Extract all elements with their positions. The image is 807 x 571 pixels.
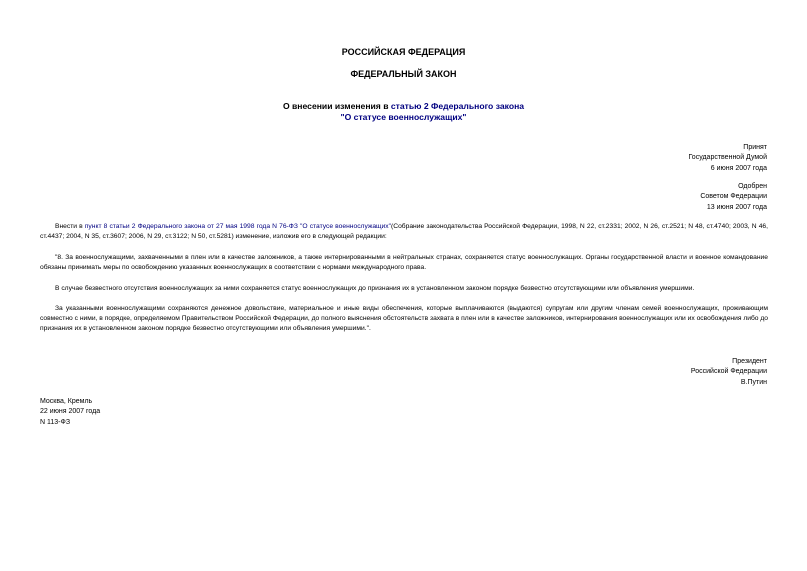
date-line: 22 июня 2007 года: [40, 408, 101, 416]
approved-line-1: Одобрен: [738, 183, 767, 190]
body-paragraph-4: За указанными военнослужащими сохраняются денежное довольствие, материальное и иные виды обеспечения, которые выплачиваются (выдаются) супругам или другим членам семей военнослужащих, проживающим совместно с ними, в порядке, определяемом Правительством Российской Федерации, до полного выяснения обстоятельств захвата в плен или в качестве заложников, интернирования военнослужащих или их освобождения либо до признания их в установленном законом порядке безвестно отсутствующими или объявления умершими.".: [40, 305, 768, 332]
law-number: N 113-ФЗ: [40, 418, 71, 426]
approved-block: [700, 182, 767, 213]
body-paragraph-2: "8. За военнослужащими, захваченными в плен или в качестве заложников, а также интернированными в нейтральных странах, сохраняется статус военнослужащих. Органы государственной власти и военное командование обязаны принимать меры по освобождению указанных военнослужащих в соответствии с нормами международного права.: [40, 254, 768, 271]
law-name-link[interactable]: "О статусе военнослужащих": [340, 111, 467, 122]
place-date-block: [40, 397, 100, 428]
article-link[interactable]: статью 2 Федерального закона: [390, 101, 525, 111]
signature-line-1: Президент: [732, 358, 767, 365]
signature-block: [691, 357, 767, 388]
law-clause-link[interactable]: пункт 8 статьи 2 Федерального закона от 27 мая 1998 года N 76-ФЗ "О статусе военнослужащих": [84, 223, 392, 230]
approved-line-2: Советом Федерации: [700, 193, 767, 201]
adopted-block: [688, 143, 767, 174]
signature-line-3: В.Путин: [740, 378, 767, 386]
body-paragraph-1: [40, 222, 768, 242]
approved-line-3: 13 июня 2007 года: [706, 203, 767, 211]
p1-rest: (Собрание законодательства Российской Федерации, 1998, N 22, ст.2331; 2002, N 26, ст.2521; N 48, ст.4740; 2003, N 46, ст.4437; 2004, N 35, ст.3607; 2006, N 29, ст.3122; N 50, ст.5281) изменение, изложив его в следующей редакции:: [40, 223, 768, 240]
law-title: [0, 101, 807, 122]
adopted-line-3: 6 июня 2007 года: [710, 164, 767, 172]
title-prefix: О внесении изменения в: [282, 101, 391, 111]
adopted-line-1: Принят: [743, 144, 767, 151]
header-law-type: ФЕДЕРАЛЬНЫЙ ЗАКОН: [350, 69, 457, 79]
adopted-line-2: Государственной Думой: [688, 154, 767, 162]
p1-prefix: Внести в: [55, 223, 85, 230]
header-federation: РОССИЙСКАЯ ФЕДЕРАЦИЯ: [341, 47, 466, 57]
place-line: Москва, Кремль: [40, 398, 93, 405]
signature-line-2: Российской Федерации: [690, 368, 767, 376]
body-paragraph-3: В случае безвестного отсутствия военнослужащих за ними сохраняется статус военнослужащих до признания их в установленном законом порядке безвестно отсутствующими или объявления умершими.: [55, 285, 695, 292]
